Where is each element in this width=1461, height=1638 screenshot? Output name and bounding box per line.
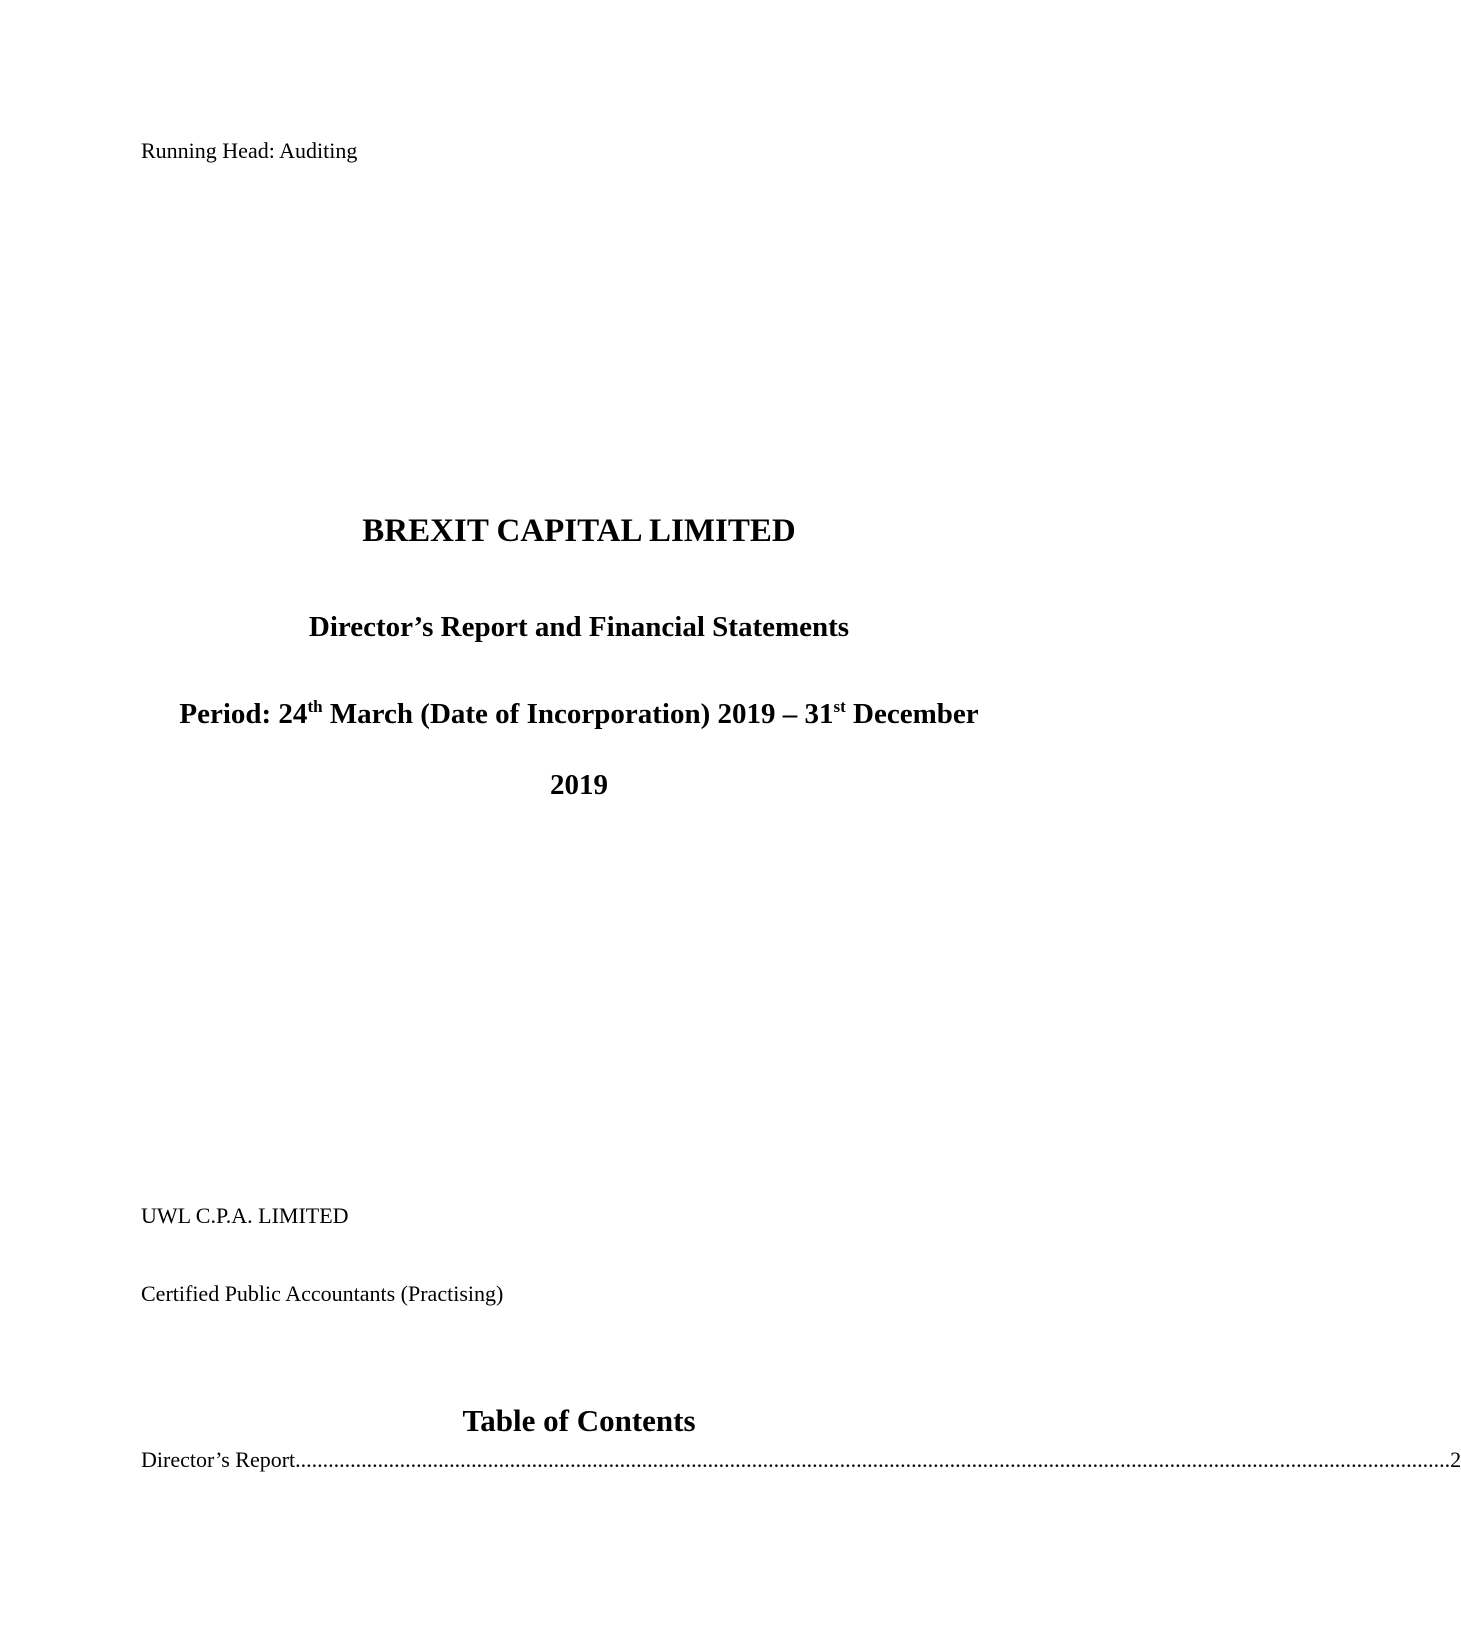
company-title: BREXIT CAPITAL LIMITED bbox=[362, 513, 796, 549]
toc-heading: Table of Contents bbox=[462, 1403, 696, 1438]
period-middle: March (Date of Incorporation) 2019 – 31 bbox=[322, 698, 834, 730]
period-start-suffix: th bbox=[307, 697, 323, 716]
firm-description: Certified Public Accountants (Practising) bbox=[141, 1281, 504, 1306]
toc-entry-page: 2 bbox=[1450, 1447, 1461, 1472]
firm-name: UWL C.P.A. LIMITED bbox=[141, 1203, 349, 1228]
running-head: Running Head: Auditing bbox=[141, 138, 358, 163]
toc-entry-leader: .................................................................................................................................................................................................................. bbox=[295, 1447, 1451, 1472]
period-end-month: December bbox=[845, 698, 979, 730]
report-title: Director’s Report and Financial Statements bbox=[308, 611, 850, 643]
toc-entry-directors-report[interactable] bbox=[141, 1447, 1461, 1473]
period-year: 2019 bbox=[550, 769, 608, 801]
toc-entry-label: Director’s Report bbox=[141, 1447, 296, 1472]
period-line bbox=[0, 697, 1158, 732]
period-end-suffix: st bbox=[833, 697, 846, 716]
period-prefix: Period: 24 bbox=[179, 698, 308, 730]
